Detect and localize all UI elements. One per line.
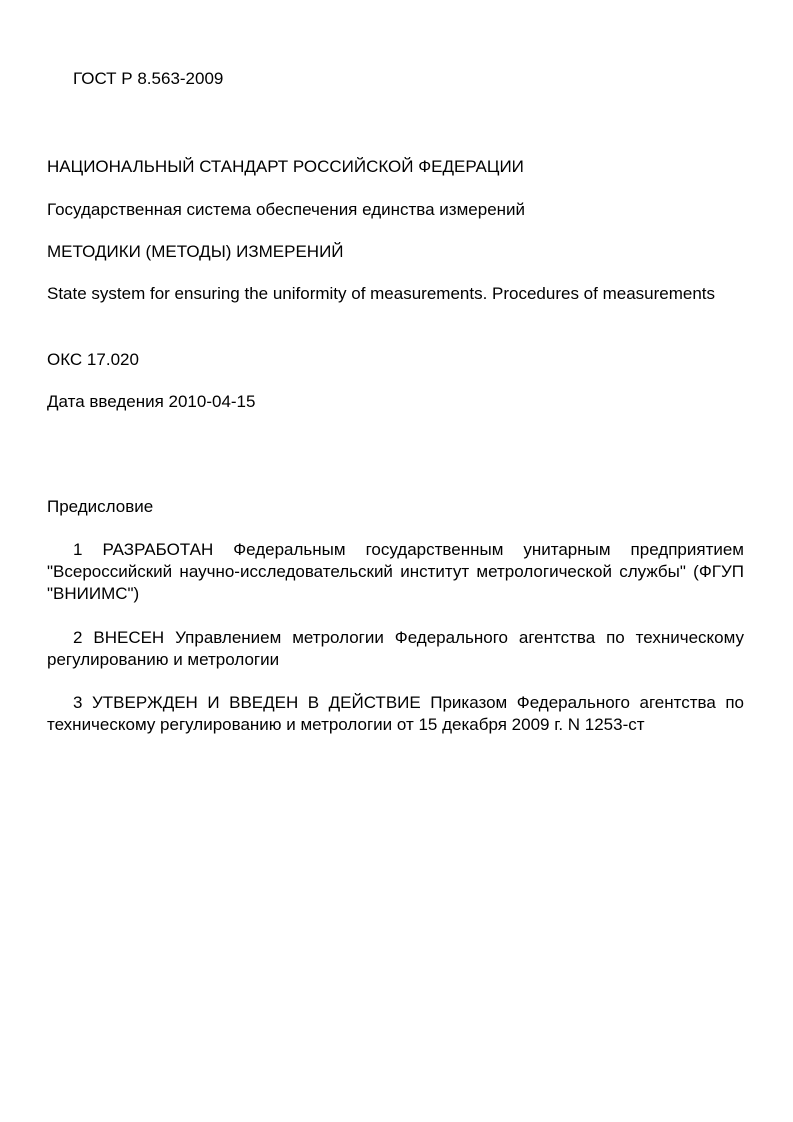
preface-item-developed: 1 РАЗРАБОТАН Федеральным государственным унитарным предприятием "Всероссийский научно-исследовательский институт метрологической службы" (ФГУП "ВНИИМС") <box>47 540 744 603</box>
system-name: Государственная система обеспечения единства измерений <box>47 200 526 219</box>
preface-item-submitted: 2 ВНЕСЕН Управлением метрологии Федерального агентства по техническому регулированию и метрологии <box>47 628 744 669</box>
english-title: State system for ensuring the uniformity of measurements. Procedures of measurements <box>47 284 716 303</box>
document-code: ГОСТ Р 8.563-2009 <box>73 69 224 88</box>
introduction-date: Дата введения 2010-04-15 <box>47 392 256 411</box>
document-heading: МЕТОДИКИ (МЕТОДЫ) ИЗМЕРЕНИЙ <box>47 242 344 261</box>
preface-heading: Предисловие <box>47 497 154 516</box>
preface-item-approved: 3 УТВЕРЖДЕН И ВВЕДЕН В ДЕЙСТВИЕ Приказом Федерального агентства по техническому регулированию и метрологии от 15 декабря 2009 г. N 1253-ст <box>47 693 744 734</box>
standard-title: НАЦИОНАЛЬНЫЙ СТАНДАРТ РОССИЙСКОЙ ФЕДЕРАЦИИ <box>47 157 524 176</box>
oks-code: ОКС 17.020 <box>47 350 139 369</box>
